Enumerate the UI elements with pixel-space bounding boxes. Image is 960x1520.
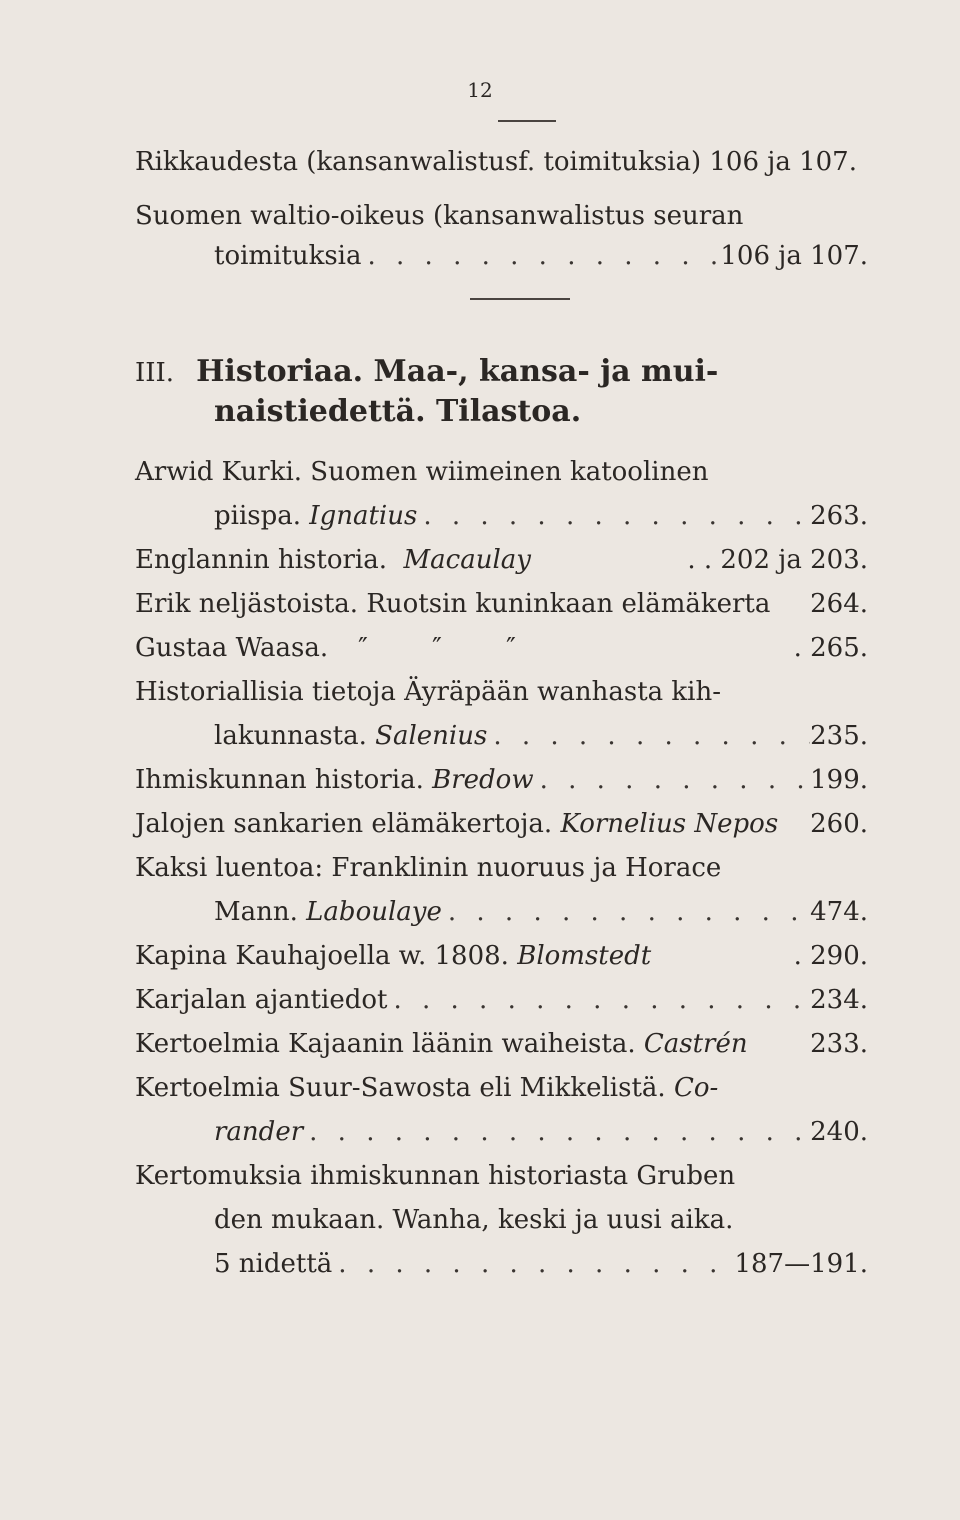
header-rule [498, 120, 556, 122]
entry-line [214, 236, 868, 276]
page-ref: . . 202 ja 203. [687, 545, 868, 575]
entry-author: Blomstedt [517, 941, 652, 971]
entry-text: Englannin historia. [135, 545, 388, 575]
entry-line [135, 628, 868, 668]
entry-line [135, 142, 868, 182]
dot-leader [332, 1244, 734, 1284]
entry-line [135, 1068, 868, 1108]
entry-text: Mann. [214, 897, 298, 927]
entry-text: Suomen waltio-oikeus (kansanwalistus seuran [135, 201, 744, 231]
entry-text: Ihmiskunnan historia. [135, 765, 424, 795]
section-heading [135, 352, 868, 393]
entry-text: lakunnasta. [214, 721, 367, 751]
entry-text: toimituksia [214, 241, 362, 271]
entry-line [135, 584, 868, 624]
section-rule [470, 298, 570, 300]
entry-author: Macaulay [403, 545, 531, 575]
entry-line [135, 672, 868, 712]
entry-line [135, 848, 868, 888]
entry-line [135, 452, 868, 492]
entry-line [214, 892, 868, 932]
entry-text: Historiallisia tietoja Äyräpään wanhasta kih- [135, 677, 722, 707]
entry-author: Laboulaye [306, 897, 442, 927]
dot-leader [362, 236, 721, 276]
entry-author: Salenius [375, 721, 488, 751]
ditto-marks: ″ ″ ″ [358, 633, 544, 663]
page-ref: . 290. [793, 941, 868, 971]
entry-line [135, 760, 868, 800]
entry-author: Castrén [643, 1029, 748, 1059]
dot-leader [387, 980, 810, 1020]
page-ref: 240. [810, 1117, 868, 1147]
dot-leader [303, 1112, 810, 1152]
page-ref: . 265. [793, 633, 868, 663]
page-number: 12 [467, 78, 493, 102]
entry-author: Ignatius [309, 501, 418, 531]
entry-author: Kornelius Nepos [560, 809, 779, 839]
entry-text: piispa. [214, 501, 302, 531]
entry-author: Bredow [432, 765, 534, 795]
entry-author: rander [214, 1117, 304, 1147]
entry-line [135, 980, 868, 1020]
section-title-line2: naistiedettä. Tilastoa. [214, 394, 582, 429]
entry-text: Rikkaudesta (kansanwalistusf. toimituksia) 106 ja 107. [135, 147, 857, 177]
page-ref: 263. [810, 501, 868, 531]
section-number: III. [135, 358, 175, 388]
entry-line [214, 1244, 868, 1284]
entry-line [214, 716, 868, 756]
entry-line [214, 496, 868, 536]
dot-leader [487, 716, 810, 756]
section-title-line1: Historiaa. Maa-, kansa- ja mui- [196, 354, 719, 389]
entry-text: Jalojen sankarien elämäkertoja. [135, 809, 553, 839]
page-ref: 187—191. [734, 1249, 868, 1279]
entry-text: Arwid Kurki. Suomen wiimeinen katoolinen [135, 457, 709, 487]
entry-text: den mukaan. Wanha, keski ja uusi aika. [214, 1205, 734, 1235]
entry-text: Kertoelmia Suur-Sawosta eli Mikkelistä. [135, 1073, 666, 1103]
page-ref: 235. [810, 721, 868, 751]
entry-author: Co- [673, 1073, 719, 1103]
page-ref: 106 ja 107. [720, 241, 868, 271]
entry-text: Erik neljästoista. Ruotsin kuninkaan elämäkerta [135, 589, 771, 619]
entry-text: Kaksi luentoa: Franklinin nuoruus ja Horace [135, 853, 722, 883]
page-ref: 260. [810, 809, 868, 839]
entry-text: Kapina Kauhajoella w. 1808. [135, 941, 509, 971]
dot-leader [417, 496, 810, 536]
entry-line [135, 1024, 868, 1064]
dot-leader [534, 760, 811, 800]
entry-line [214, 1112, 868, 1152]
dot-leader [442, 892, 810, 932]
entry-line [214, 1200, 868, 1240]
entry-line [135, 936, 868, 976]
entry-text: Kertoelmia Kajaanin läänin waiheista. [135, 1029, 636, 1059]
entry-line [135, 196, 868, 236]
entry-text: Gustaa Waasa. [135, 633, 329, 663]
page-ref: 264. [810, 589, 868, 619]
entry-line [135, 540, 868, 580]
page-ref: 199. [810, 765, 868, 795]
entry-text: Karjalan ajantiedot [135, 985, 388, 1015]
entry-line [135, 1156, 868, 1196]
entry-line [135, 804, 868, 844]
page-ref: 234. [810, 985, 868, 1015]
page-ref: 233. [810, 1029, 868, 1059]
page-ref: 474. [810, 897, 868, 927]
entry-text: Kertomuksia ihmiskunnan historiasta Gruben [135, 1161, 736, 1191]
entry-text: 5 nidettä [214, 1249, 333, 1279]
section-heading-cont [214, 392, 868, 432]
